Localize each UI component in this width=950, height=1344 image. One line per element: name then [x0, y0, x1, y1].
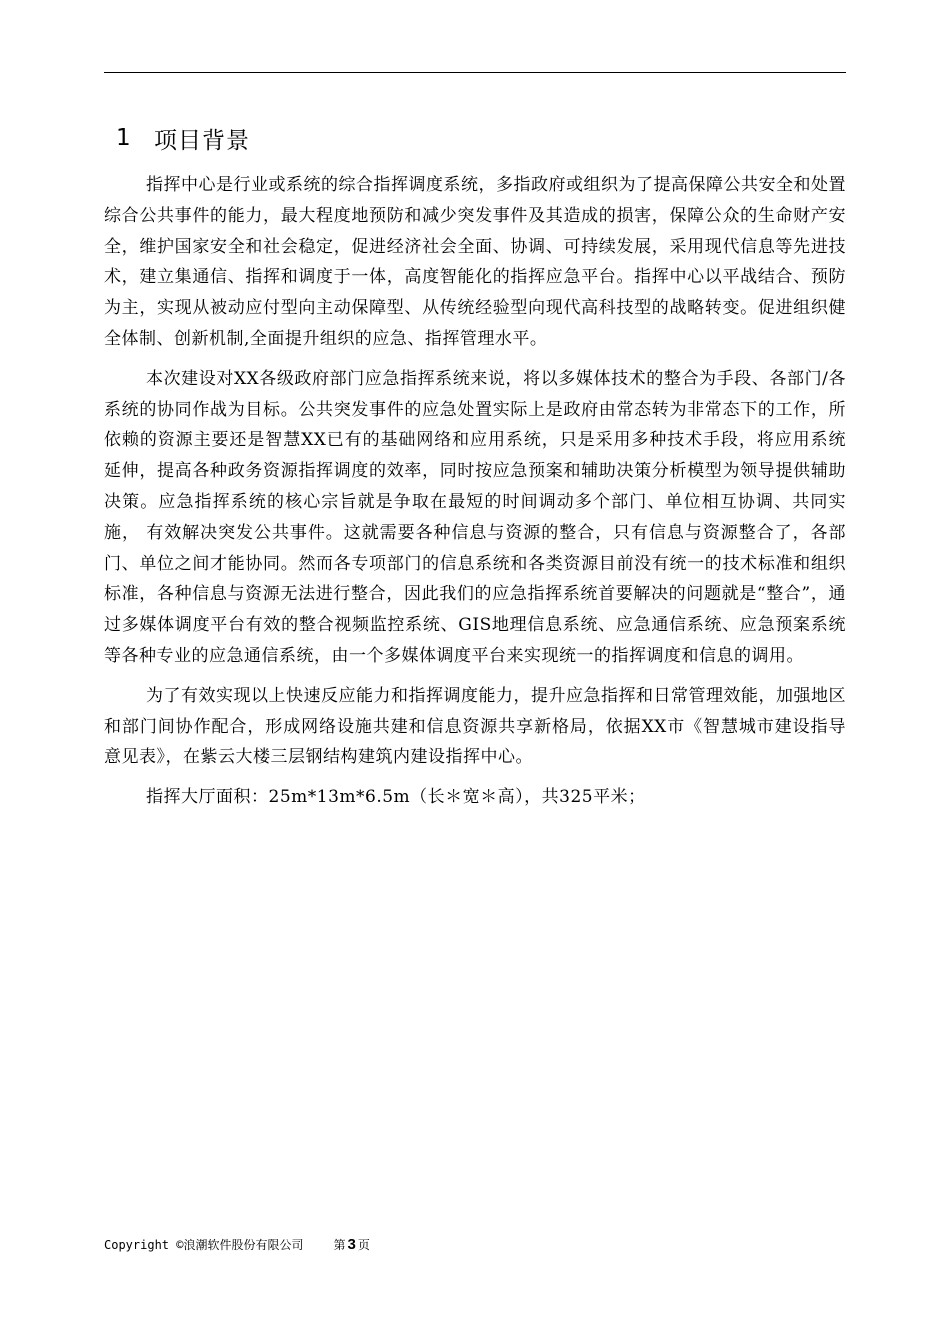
footer-page-info — [333, 1236, 369, 1253]
section-heading — [116, 118, 250, 158]
section-number: 1 — [116, 125, 132, 151]
section-title: 项目背景 — [154, 127, 250, 154]
page-footer — [104, 1234, 370, 1254]
body-text — [104, 170, 846, 822]
paragraph-construction-basis: 为了有效实现以上快速反应能力和指挥调度能力，提升应急指挥和日常管理效能，加强地区和部门间协作配合，形成网络设施共建和信息资源共享新格局，依据XX市《智慧城市建设指导意见表》，在紫云大楼三层钢结构建筑内建设指挥中心。 — [104, 685, 846, 768]
paragraph-command-center-intro: 指挥中心是行业或系统的综合指挥调度系统，多指政府或组织为了提高保障公共安全和处置综合公共事件的能力，最大程度地预防和减少突发事件及其造成的损害，保障公众的生命财产安全，维护国家安全和社会稳定，促进经济社会全面、协调、可持续发展，采用现代信息等先进技术，建立集通信、指挥和调度于一体，高度智能化的指挥应急平台。指挥中心以平战结合、预防为主，实现从被动应付型向主动保障型、从传统经验型向现代高科技型的战略转变。促进组织健全体制、创新机制,全面提升组织的应急、指挥管理水平。 — [104, 175, 846, 349]
header-rule — [104, 72, 846, 73]
page-prefix: 第 — [333, 1237, 346, 1252]
page-suffix: 页 — [357, 1237, 370, 1252]
paragraph-construction-goals: 本次建设对XX各级政府部门应急指挥系统来说，将以多媒体技术的整合为手段、各部门/各系统的协同作战为目标。公共突发事件的应急处置实际上是政府由常态转为非常态下的工作，所依赖的资源主要还是智慧XX已有的基础网络和应用系统，只是采用多种技术手段，将应用系统延伸，提高各种政务资源指挥调度的效率，同时按应急预案和辅助决策分析模型为领导提供辅助决策。应急指挥系统的核心宗旨就是争取在最短的时间调动多个部门、单位相互协调、共同实施， 有效解决突发公共事件。这就需要各种信息与资源的整合，只有信息与资源整合了，各部门、单位之间才能协同。然而各专项部门的信息系统和各类资源目前没有统一的技术标准和组织标准，各种信息与资源无法进行整合，因此我们的应急指挥系统首要解决的问题就是“整合”，通过多媒体调度平台有效的整合视频监控系统、GIS地理信息系统、应急通信系统、应急预案系统等各种专业的应急通信系统，由一个多媒体调度平台来实现统一的指挥调度和信息的调用。 — [104, 368, 846, 666]
paragraph-hall-area: 指挥大厅面积：25m*13m*6.5m（长＊宽＊高），共325平米； — [146, 787, 646, 808]
footer-copyright: Copyright ©浪潮软件股份有限公司 — [104, 1237, 304, 1252]
page-number: 3 — [347, 1235, 356, 1253]
